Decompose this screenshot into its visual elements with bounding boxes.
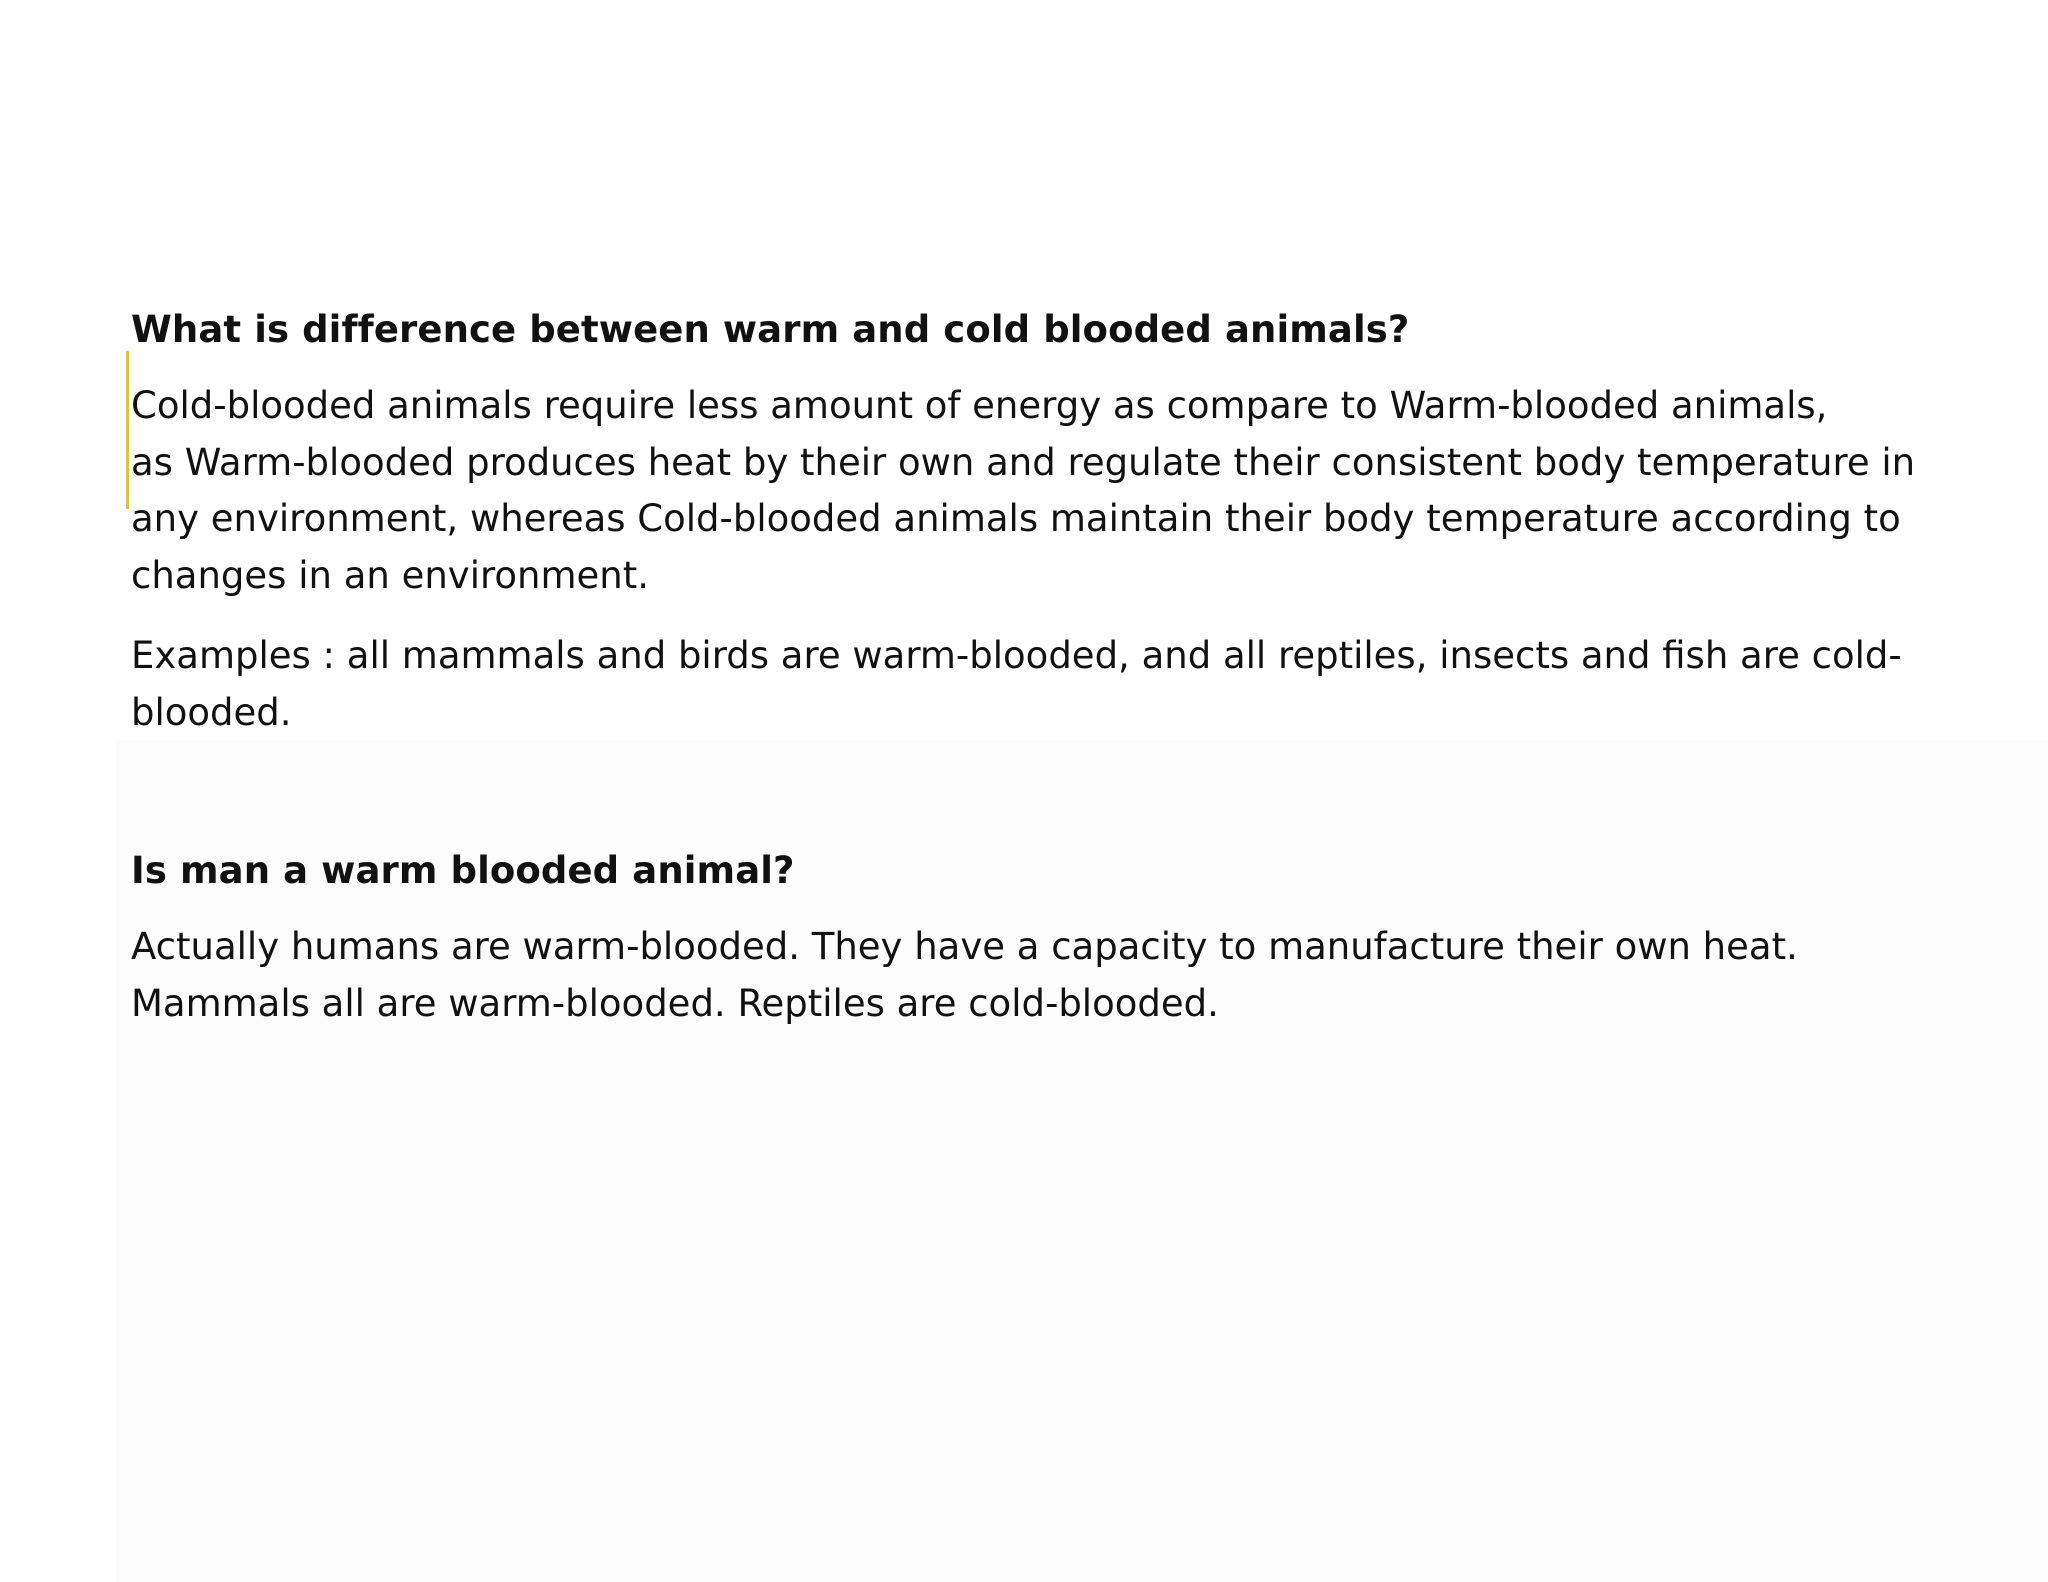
qa-section-man-warm-blooded (131, 847, 1931, 1032)
section-spacer (131, 741, 1931, 821)
qa-section-warm-cold (131, 306, 1931, 741)
answer-paragraph[interactable]: Cold-blooded animals require less amount of energy as compare to Warm-blooded animals, as Warm-blooded produces heat by their own and regulate their consistent body temperature in any environment, whereas Cold-blooded animals maintain their body temperature according to changes in an environment. (131, 384, 1916, 597)
document-body (131, 280, 1931, 1032)
examples-paragraph[interactable]: Examples : all mammals and birds are warm-blooded, and all reptiles, insects and fish are cold- blooded. (131, 634, 1902, 734)
question-heading: What is difference between warm and cold blooded animals? (131, 308, 1410, 351)
text-cursor-marker (126, 351, 129, 509)
question-heading: Is man a warm blooded animal? (131, 849, 795, 892)
answer-paragraph[interactable]: Actually humans are warm-blooded. They have a capacity to manufacture their own heat. Mammals all are warm-blooded. Reptiles are cold-blooded. (131, 925, 1798, 1025)
